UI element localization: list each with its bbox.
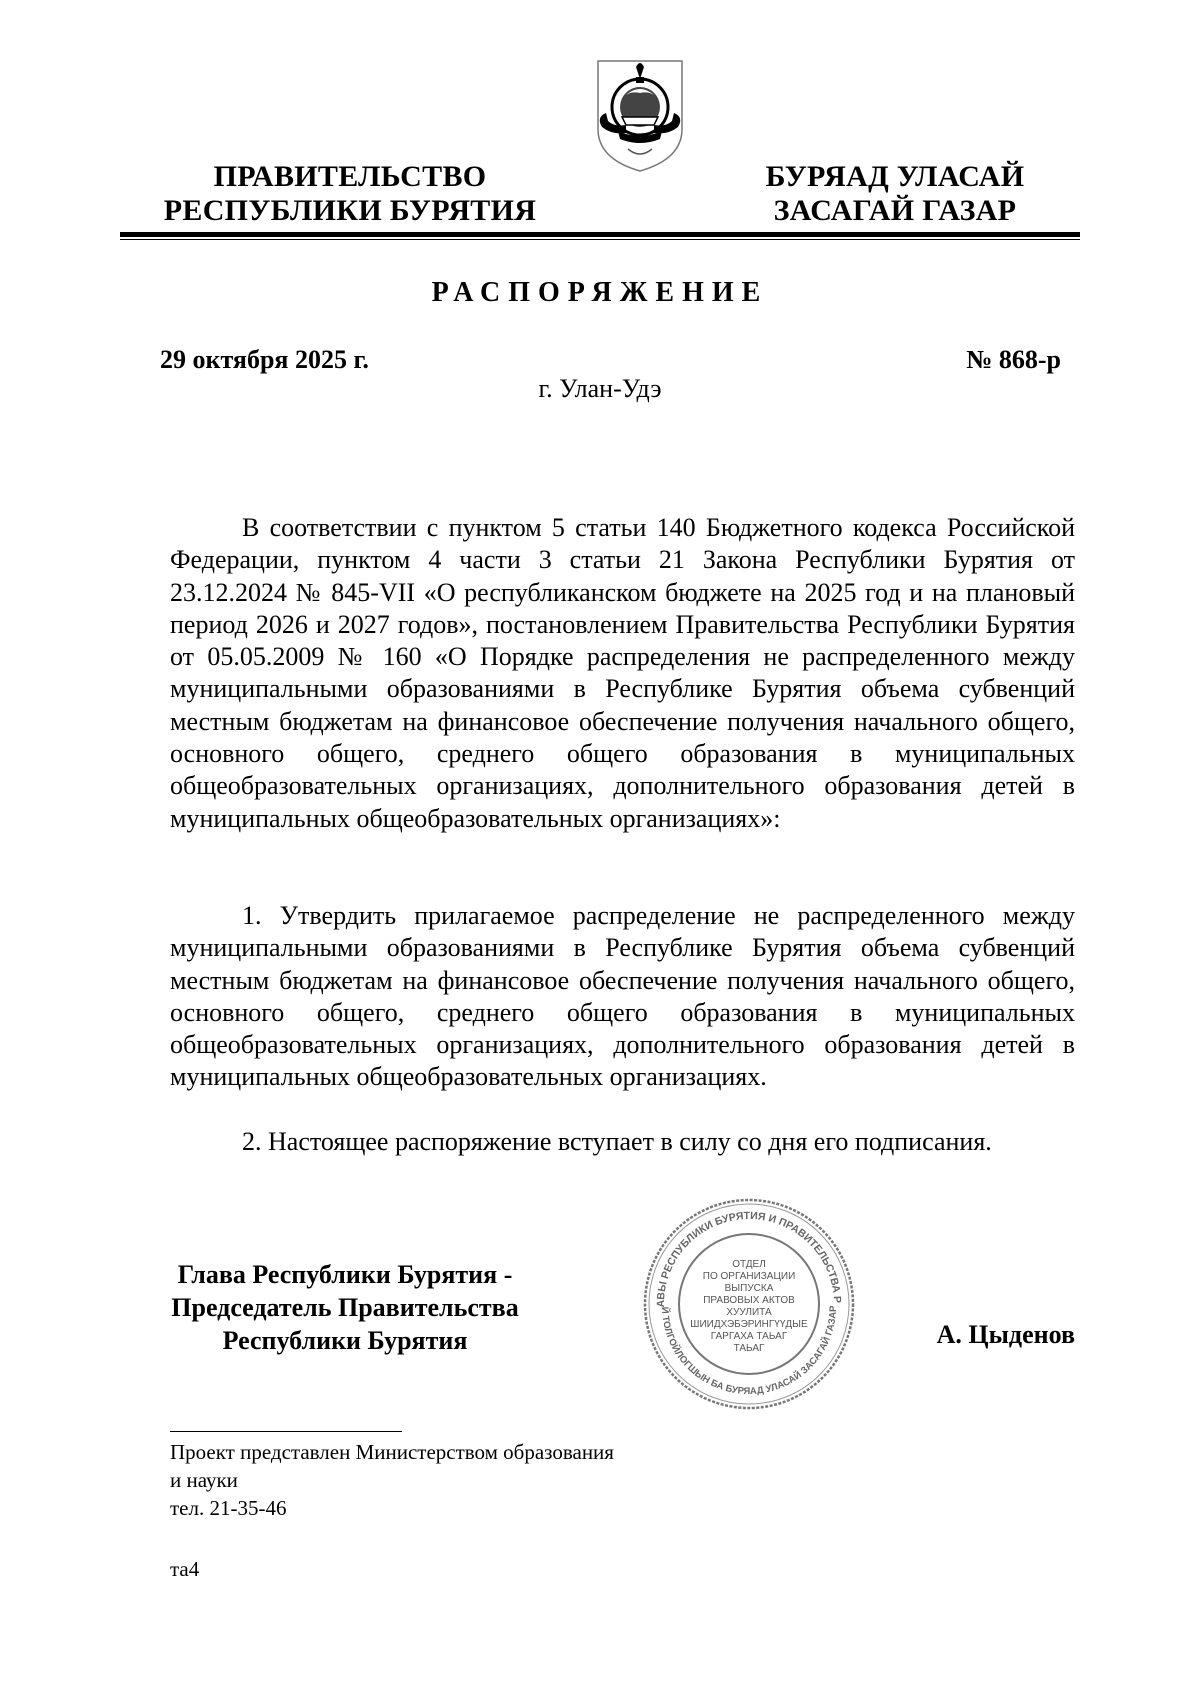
footer-divider: [170, 1431, 402, 1432]
seal-center-line6: ШИИДХЭБЭРИНГҮҮДЫЕ: [690, 1319, 808, 1330]
signatory-title-line2: Председатель Правительства: [171, 1293, 519, 1322]
header-divider-thick: [120, 232, 1080, 237]
coat-of-arms-icon: [592, 55, 688, 175]
body-item-1: 1. Утвердить прилагаемое распределение не распределенного между муниципальными образованиями в Республике Бурятия объема субвенций местным бюджетам на финансовое обеспечение получения начального общего, основного общего, среднего общего образования в муниципальных общеобразовательных организациях, дополнительного образования детей в муниципальных общеобразовательных организациях.: [170, 901, 1075, 1092]
signatory-name: А. Цыденов: [936, 1320, 1075, 1349]
footer-code: та4: [170, 1557, 200, 1581]
seal-outer-top-text: АВЫ РЕСПУБЛИКИ БУРЯТИЯ И ПРАВИТЕЛЬСТВА Р: [654, 1209, 844, 1308]
header-left-title: [160, 160, 540, 228]
document-date: 29 октября 2025 г.: [160, 345, 369, 374]
official-seal-icon: [640, 1195, 858, 1413]
signatory-title-line1: Глава Республики Бурятия -: [177, 1260, 513, 1289]
footer-phone: тел. 21-35-46: [170, 1496, 287, 1520]
body-intro-paragraph: В соответствии с пунктом 5 статьи 140 Бюджетного кодекса Российской Федерации, пунктом 4 части 3 статьи 21 Закона Республики Бурятия от 23.12.2024 № 845-VII «О республиканском бюджете на 2025 год и на плановый период 2026 и 2027 годов», постановлением Правительства Республики Бурятия от 05.05.2009 № 160 «О Порядке распределения не распределенного между муниципальными образованиями в Республике Бурятия объема субвенций местным бюджетам на финансовое обеспечение получения начального общего, основного общего, среднего общего образования в муниципальных общеобразовательных организациях, дополнительного образования детей в муниципальных общеобразовательных организациях»:: [170, 513, 1075, 833]
header-right-line1: БУРЯАД УЛАСАЙ: [765, 160, 1025, 193]
footer-line2: и науки: [170, 1468, 238, 1492]
signatory-title-line3: Республики Бурятия: [222, 1326, 468, 1355]
header-right-title: [735, 160, 1055, 228]
seal-center-line3: ВЫПУСКА: [724, 1283, 774, 1294]
seal-center-line2: ПО ОРГАНИЗАЦИИ: [702, 1271, 796, 1282]
seal-center-line8: ТАЬАГ: [733, 1343, 765, 1354]
seal-center-line4: ПРАВОВЫХ АКТОВ: [703, 1295, 795, 1306]
seal-outer-bottom-text: Й ТОЛГОЙЛОГШЫН БА БУРЯАД УЛАСАЙ ЗАСАГАЙ ГАЗАР: [658, 1306, 840, 1398]
document-city: г. Улан-Удэ: [538, 374, 662, 403]
seal-center-line5: ХУУЛИТА: [726, 1307, 772, 1318]
seal-center-line1: ОТДЕЛ: [732, 1259, 766, 1270]
document-type: РАСПОРЯЖЕНИЕ: [431, 277, 769, 308]
body-item-2: 2. Настоящее распоряжение вступает в силу со дня его подписания.: [242, 1127, 992, 1156]
header-left-line1: ПРАВИТЕЛЬСТВО: [213, 160, 487, 193]
signatory-title: [145, 1258, 545, 1357]
footer-line1: Проект представлен Министерством образования: [170, 1440, 614, 1464]
document-number: № 868-р: [966, 345, 1061, 374]
header-right-line2: ЗАСАГАЙ ГАЗАР: [773, 194, 1017, 227]
header-divider-thin: [120, 239, 1080, 240]
seal-center-line7: ГАРГАХА ТАЬАГ: [710, 1331, 788, 1342]
header-left-line2: РЕСПУБЛИКИ БУРЯТИЯ: [163, 194, 537, 227]
